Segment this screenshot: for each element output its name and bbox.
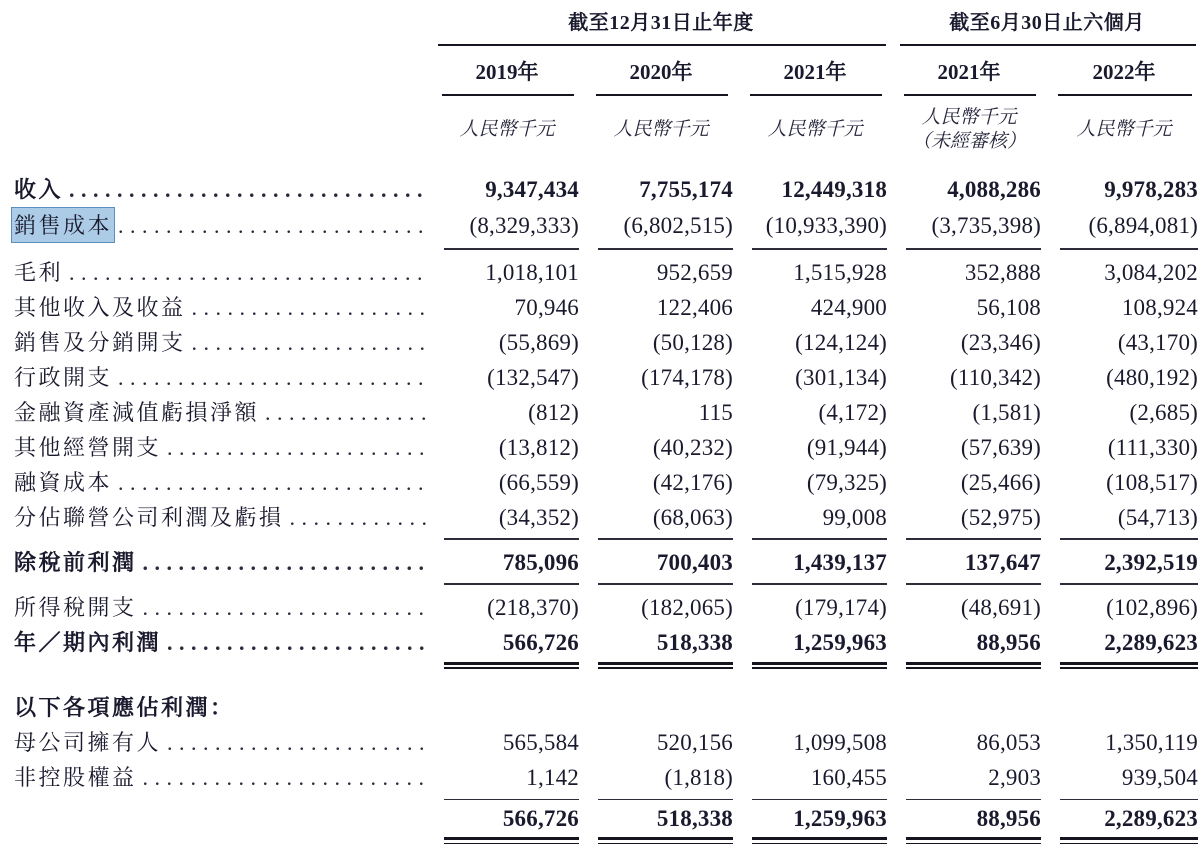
cell-value: 785,096 (502, 549, 579, 575)
row-label-wrap (14, 291, 426, 322)
cell-value: (40,232) (652, 434, 733, 460)
row-label-cell (0, 544, 430, 579)
cell-value: 4,088,286 (947, 176, 1042, 202)
subtotal-rule (906, 583, 1041, 585)
gap-cell (0, 671, 1202, 689)
rule-row (0, 244, 1202, 254)
column-unit-interim-2022 (1046, 100, 1202, 157)
cell-value: 1,439,137 (793, 549, 888, 575)
cell-value: (124,124) (795, 329, 888, 355)
cell-value: (3,735,398) (931, 212, 1042, 238)
subtotal-rule (1060, 799, 1198, 801)
cell-value: (4,172) (818, 399, 888, 425)
row-label: 銷售及分銷開支 (14, 329, 186, 355)
column-unit-interim-2021 (892, 100, 1046, 157)
row-label: 以下各項應佔利潤： (14, 695, 235, 720)
table-row (0, 359, 1202, 394)
row-label-wrap (14, 691, 426, 722)
cell-value: (108,517) (1106, 469, 1199, 495)
rule-line (750, 94, 882, 96)
year-rule-2021 (738, 90, 892, 100)
cell-value: 1,259,963 (793, 806, 888, 831)
header-body-spacer (0, 157, 1202, 171)
rule-cell (892, 244, 1046, 254)
row-label-wrap (14, 256, 426, 287)
row-label-cell (0, 206, 430, 244)
table-row (0, 394, 1202, 429)
table-row (0, 289, 1202, 324)
rule-cell (738, 794, 892, 804)
cell-value: 939,504 (1121, 765, 1199, 790)
rule-cell (1046, 244, 1202, 254)
row-label-wrap (14, 361, 426, 392)
cell-value: 137,647 (964, 549, 1042, 575)
cell-value: 7,755,174 (639, 176, 733, 202)
row-label-cell (0, 171, 430, 206)
rule-row (0, 794, 1202, 804)
cell-value: 88,956 (976, 629, 1042, 655)
cell-value: (111,330) (1107, 434, 1199, 460)
row-label-cell (0, 289, 430, 324)
rule-cell (738, 834, 892, 846)
rule-row (0, 659, 1202, 671)
cell-value: (48,691) (960, 594, 1042, 620)
column-header-year-2021: 2021年 (783, 60, 847, 84)
rule-cell (584, 579, 738, 589)
total-double-rule (1060, 837, 1198, 844)
cell-value: (110,342) (950, 364, 1042, 390)
rule-row (0, 534, 1202, 544)
subtotal-rule (598, 799, 733, 801)
total-double-rule (444, 662, 579, 669)
cell-value: (480,192) (1106, 364, 1199, 390)
subtotal-rule (1060, 248, 1198, 250)
cell-value: (23,346) (960, 329, 1042, 355)
cell-value: 518,338 (656, 629, 733, 655)
row-label: 其他收入及收益 (14, 294, 186, 320)
subtotal-rule (444, 583, 579, 585)
dot-leader (143, 550, 426, 576)
cell-value: 9,978,283 (1104, 176, 1199, 202)
cell-value: 70,946 (514, 294, 579, 320)
cell-value: (812) (528, 399, 579, 425)
rule-cell (430, 794, 584, 804)
table-row (0, 689, 1202, 724)
rule-line (442, 94, 574, 96)
row-label: 年／期內利潤 (14, 629, 162, 655)
column-group-title-interim: 截至6月30日止六個月 (949, 12, 1145, 34)
table-body (0, 171, 1202, 846)
cell-value (430, 689, 584, 724)
row-label: 分佔聯營公司利潤及虧損 (14, 504, 284, 530)
row-label-wrap (14, 626, 426, 657)
row-label-highlighted[interactable]: 銷售成本 (12, 208, 114, 242)
rule-cell (430, 534, 584, 544)
total-double-rule (906, 837, 1041, 844)
column-header-year-2019: 2019年 (475, 60, 539, 84)
cell-value: 2,289,623 (1104, 806, 1199, 831)
cell-value: 2,903 (988, 765, 1042, 790)
cell-value: 352,888 (964, 259, 1042, 285)
rule-cell (892, 659, 1046, 671)
row-label-wrap (14, 431, 426, 462)
cell-value: (57,639) (960, 434, 1042, 460)
row-label-wrap (14, 396, 426, 427)
total-double-rule (906, 662, 1041, 669)
header-year-rule-row (0, 90, 1202, 100)
rule-line (438, 44, 886, 46)
table-row (0, 624, 1202, 659)
row-label-cell (0, 429, 430, 464)
row-label-wrap (14, 326, 426, 357)
row-label: 除稅前利潤 (14, 549, 137, 575)
rule-cell (892, 534, 1046, 544)
row-label-cell (0, 499, 430, 534)
rule-cell (738, 534, 892, 544)
cell-value (584, 689, 738, 724)
rule-cell (738, 659, 892, 671)
row-label: 金融資產減值虧損淨額 (14, 399, 260, 425)
cell-value: (52,975) (960, 504, 1042, 530)
row-gap (0, 671, 1202, 689)
rule-blank (0, 534, 430, 544)
cell-value: (43,170) (1117, 329, 1199, 355)
rule-cell (584, 659, 738, 671)
total-double-rule (598, 837, 733, 844)
rule-cell (1046, 659, 1202, 671)
year-rule-2020 (584, 90, 738, 100)
rule-cell (738, 579, 892, 589)
dot-leader (143, 595, 426, 621)
rule-cell (430, 659, 584, 671)
cell-value: 1,259,963 (793, 629, 888, 655)
row-label-cell (0, 394, 430, 429)
subtotal-rule (598, 538, 733, 540)
rule-cell (892, 579, 1046, 589)
dot-leader (69, 177, 426, 203)
row-label-cell (0, 359, 430, 394)
table-row (0, 544, 1202, 579)
total-double-rule (1060, 662, 1198, 669)
cell-value: (8,329,333) (469, 212, 579, 238)
cell-value (892, 689, 1046, 724)
rule-row (0, 834, 1202, 846)
table-row (0, 724, 1202, 759)
row-label-wrap (14, 173, 426, 204)
row-label: 毛利 (14, 259, 64, 285)
unit-main: 人民幣千元 (1076, 119, 1172, 141)
header-year-row (0, 50, 1202, 90)
dot-leader (118, 470, 426, 496)
column-header-interim-2021: 2021年 (937, 60, 1001, 84)
cell-value: 115 (698, 399, 733, 425)
dot-leader (167, 630, 426, 656)
rule-cell (584, 834, 738, 846)
cell-value: (132,547) (487, 364, 579, 390)
cell-value: 424,900 (810, 294, 888, 320)
row-label-wrap (14, 591, 426, 622)
header-group-row (0, 0, 1202, 40)
year-rule-2019 (430, 90, 584, 100)
cell-value: (218,370) (487, 594, 579, 620)
rule-blank (0, 40, 430, 50)
table-row (0, 499, 1202, 534)
subtotal-rule (444, 799, 579, 801)
row-label: 所得稅開支 (14, 594, 137, 620)
table-row (0, 254, 1202, 289)
unit-main: 人民幣千元 (767, 119, 863, 141)
spacer-cell (0, 157, 1202, 171)
rule-cell (430, 244, 584, 254)
unit-main: 人民幣千元 (459, 119, 555, 141)
cell-value: 1,018,101 (485, 259, 579, 285)
cell-value: 56,108 (976, 294, 1042, 320)
rule-cell (430, 579, 584, 589)
cell-value: (174,178) (641, 364, 733, 390)
cell-value: 122,406 (656, 294, 733, 320)
subtotal-rule (1060, 538, 1198, 540)
total-double-rule (444, 837, 579, 844)
table-row (0, 171, 1202, 206)
subtotal-rule (752, 799, 887, 801)
cell-value: 700,403 (656, 549, 733, 575)
subtotal-rule (906, 248, 1041, 250)
cell-value: 1,515,928 (793, 259, 888, 285)
subtotal-rule (752, 538, 887, 540)
dot-leader (167, 435, 426, 461)
subtotal-rule (598, 248, 733, 250)
cell-value: 3,084,202 (1104, 259, 1199, 285)
cell-value: 88,956 (976, 806, 1042, 831)
cell-value: 99,008 (822, 504, 888, 530)
dot-leader (167, 730, 426, 756)
cell-value: (1,581) (972, 399, 1042, 425)
cell-value: 1,350,119 (1105, 730, 1199, 755)
cell-value: (91,944) (806, 434, 888, 460)
cell-value: (13,812) (498, 434, 579, 460)
dot-leader (143, 765, 426, 791)
table-row (0, 206, 1202, 244)
row-label-wrap (14, 761, 426, 792)
header-unit-blank (0, 100, 430, 157)
dot-leader (290, 505, 426, 531)
subtotal-rule (752, 583, 887, 585)
rule-cell (738, 244, 892, 254)
cell-value: 86,053 (976, 730, 1042, 755)
cell-value: (54,713) (1117, 504, 1199, 530)
dot-leader (118, 365, 426, 391)
header-group-rule-row (0, 40, 1202, 50)
cell-value: 1,142 (526, 765, 579, 790)
rule-line (904, 94, 1036, 96)
row-label-cell (0, 624, 430, 659)
cell-value: 520,156 (656, 730, 733, 755)
row-label-cell (0, 759, 430, 794)
table-row (0, 759, 1202, 794)
dot-leader (192, 330, 426, 356)
cell-value: 952,659 (656, 259, 733, 285)
row-label-cell (0, 589, 430, 624)
row-label-cell (0, 724, 430, 759)
cell-value: (179,174) (795, 594, 888, 620)
cell-value: (182,065) (641, 594, 733, 620)
rule-blank (0, 794, 430, 804)
rule-line (596, 94, 728, 96)
subtotal-rule (906, 799, 1041, 801)
rule-cell (430, 834, 584, 846)
row-label: 母公司擁有人 (14, 730, 162, 755)
cell-value: (2,685) (1129, 399, 1199, 425)
rule-line (1058, 94, 1192, 96)
row-label-wrap (14, 726, 426, 757)
table-row (0, 589, 1202, 624)
dot-leader (118, 213, 426, 239)
row-label-cell (0, 464, 430, 499)
subtotal-rule (444, 248, 579, 250)
rule-cell (1046, 534, 1202, 544)
column-group-title-annual: 截至12月31日止年度 (568, 12, 754, 34)
row-label-wrap (14, 466, 426, 497)
table-row (0, 429, 1202, 464)
cell-value: 518,338 (656, 806, 733, 831)
cell-value: (79,325) (806, 469, 888, 495)
header-year-blank (0, 50, 430, 90)
rule-blank (0, 579, 430, 589)
table-row (0, 464, 1202, 499)
column-unit-2019 (430, 100, 584, 157)
column-unit-2020 (584, 100, 738, 157)
cell-value: 160,455 (810, 765, 888, 790)
year-rule-interim-2022 (1046, 90, 1202, 100)
rule-blank (0, 834, 430, 846)
cell-value: (34,352) (498, 504, 579, 530)
cell-value: (42,176) (652, 469, 733, 495)
rule-cell (1046, 794, 1202, 804)
subtotal-rule (906, 538, 1041, 540)
cell-value: (6,802,515) (623, 212, 733, 238)
cell-value: 9,347,434 (485, 176, 579, 202)
row-label: 行政開支 (14, 364, 113, 390)
dot-leader (69, 260, 426, 286)
column-header-interim-2022: 2022年 (1092, 60, 1156, 84)
column-header-year-2020: 2020年 (629, 60, 693, 84)
cell-value (738, 689, 892, 724)
subtotal-rule (1060, 583, 1198, 585)
row-label: 非控股權益 (14, 765, 137, 790)
row-label-cell (0, 689, 430, 724)
rule-cell (584, 794, 738, 804)
cell-value: (301,134) (795, 364, 888, 390)
cell-value: (10,933,390) (765, 212, 888, 238)
rule-cell (892, 834, 1046, 846)
total-double-rule (752, 662, 887, 669)
table-row (0, 804, 1202, 834)
cell-value: (1,818) (664, 765, 733, 790)
row-label-wrap (14, 546, 426, 577)
cell-value: 566,726 (502, 629, 579, 655)
cell-value (1046, 689, 1202, 724)
rule-blank (0, 244, 430, 254)
rule-blank (0, 659, 430, 671)
year-rule-interim-2021 (892, 90, 1046, 100)
column-unit-2021 (738, 100, 892, 157)
rule-cell (1046, 579, 1202, 589)
cell-value: 1,099,508 (793, 730, 888, 755)
dot-leader (192, 295, 426, 321)
rule-cell (1046, 834, 1202, 846)
header-unit-row (0, 100, 1202, 157)
row-label: 融資成本 (14, 469, 113, 495)
unit-main: 人民幣千元 (921, 107, 1017, 128)
total-double-rule (752, 837, 887, 844)
cell-value: (25,466) (960, 469, 1042, 495)
cell-value: (50,128) (652, 329, 733, 355)
cell-value: 566,726 (502, 806, 579, 831)
cell-value: (102,896) (1106, 594, 1199, 620)
cell-value: 12,449,318 (781, 176, 888, 202)
row-label-wrap (14, 501, 426, 532)
cell-value: 565,584 (502, 730, 579, 755)
row-label-wrap (14, 208, 426, 242)
rule-row (0, 579, 1202, 589)
subtotal-rule (752, 248, 887, 250)
cell-value: 108,924 (1121, 294, 1199, 320)
unit-note: （未經審核） (912, 131, 1027, 153)
row-label: 收入 (14, 176, 64, 202)
cell-value: (66,559) (498, 469, 579, 495)
row-label: 其他經營開支 (14, 434, 162, 460)
unit-main: 人民幣千元 (613, 119, 709, 141)
row-label-cell (0, 804, 430, 834)
cell-value: 2,392,519 (1104, 549, 1199, 575)
cell-value: 2,289,623 (1104, 629, 1199, 655)
rule-cell (892, 794, 1046, 804)
total-double-rule (598, 662, 733, 669)
subtotal-rule (598, 583, 733, 585)
rule-blank (0, 90, 430, 100)
row-label-cell (0, 324, 430, 359)
header-corner-blank (0, 0, 430, 40)
subtotal-rule (444, 538, 579, 540)
group-rule-annual (430, 40, 892, 50)
rule-line (900, 44, 1196, 46)
rule-cell (584, 534, 738, 544)
cell-value: (68,063) (652, 504, 733, 530)
group-rule-interim (892, 40, 1202, 50)
dot-leader (265, 400, 426, 426)
rule-cell (584, 244, 738, 254)
cell-value: (6,894,081) (1088, 212, 1199, 238)
table-row (0, 324, 1202, 359)
cell-value: (55,869) (498, 329, 579, 355)
row-label-cell (0, 254, 430, 289)
